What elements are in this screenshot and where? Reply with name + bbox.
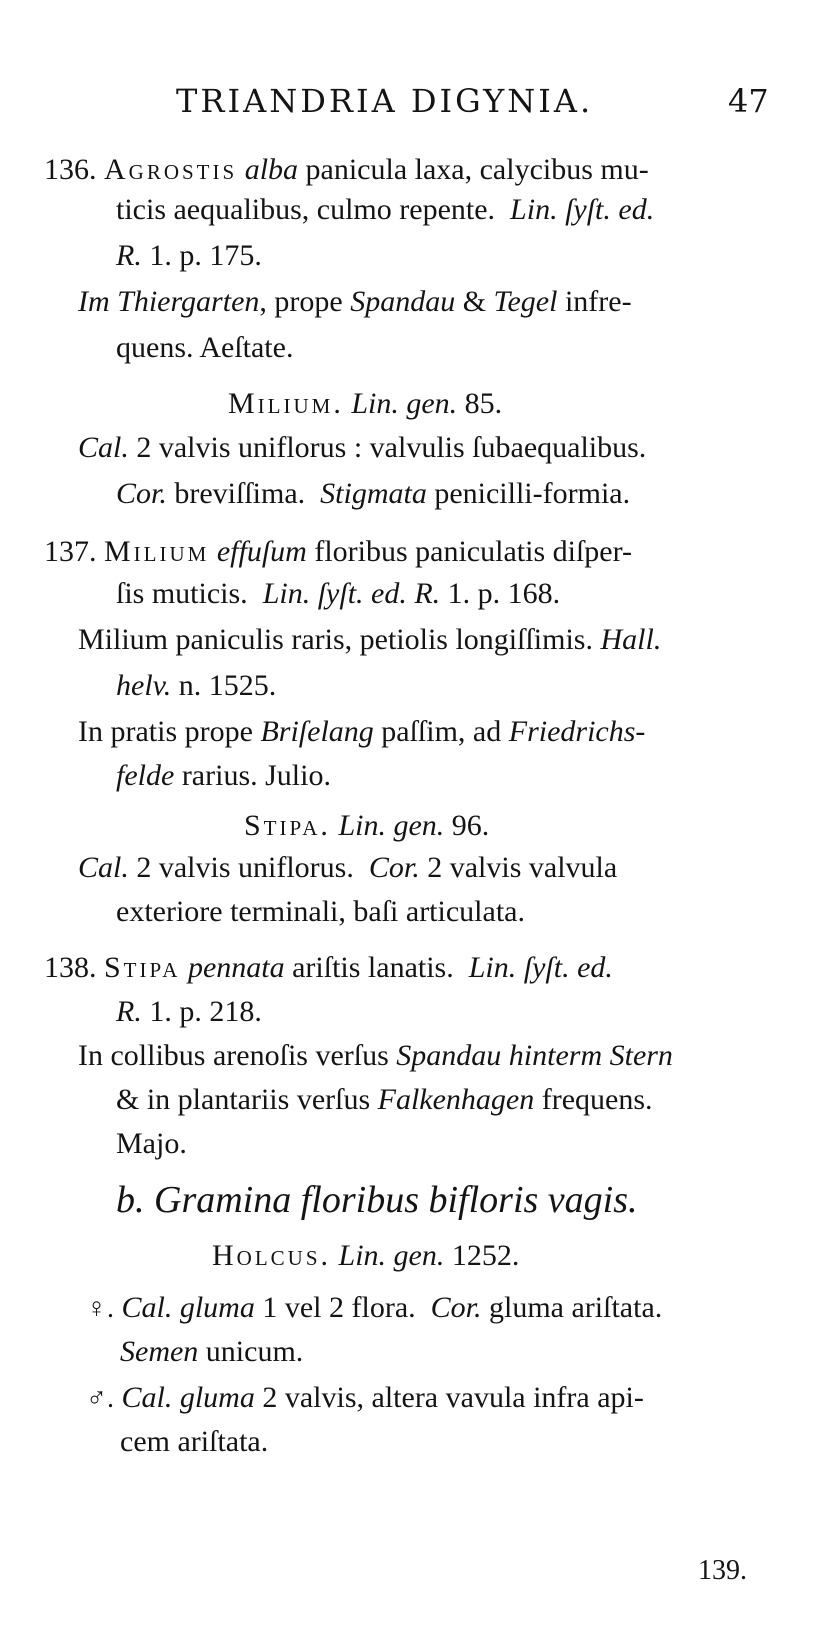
habitat-text: paſſim, ad — [381, 715, 502, 748]
reference-page: 1. p. 175. — [149, 239, 262, 272]
entry-137-line-2 — [116, 574, 560, 614]
habitat-text: In pratis prope — [78, 715, 253, 748]
calyx-label: Cal. gluma — [121, 1381, 255, 1414]
genus-description: exteriore terminali, baſi articulata. — [116, 895, 525, 928]
calyx-text: 1 vel 2 flora. — [262, 1291, 416, 1324]
entry-138-line-1 — [44, 948, 613, 988]
holcus-male-line-1 — [86, 1378, 644, 1419]
habitat-text: , prope — [259, 285, 343, 318]
reference: Lin. ſyſt. ed. — [468, 951, 613, 984]
corolla-text: breviſſima. — [174, 477, 306, 510]
reference: R. — [116, 995, 142, 1028]
entry-136-line-3 — [116, 236, 262, 276]
place-name: Briſelang — [260, 715, 374, 748]
habitat-text: rarius. Julio. — [181, 759, 331, 792]
milium-corolla — [116, 474, 630, 514]
stipa-line-2 — [116, 892, 525, 932]
calyx-text: 2 valvis uniflorus. — [136, 851, 354, 884]
running-head-title: TRIANDRIA DIGYNIA. — [176, 82, 594, 120]
corolla-label: Cor. — [368, 851, 420, 884]
entry-138-line-2 — [116, 992, 262, 1032]
page-number: 47 — [728, 82, 769, 120]
place-name: Tegel — [493, 285, 558, 318]
calyx-label: Cal. — [78, 431, 129, 464]
habitat-text: in plantariis verſus — [146, 1083, 371, 1116]
entry-138-habitat-2 — [116, 1080, 653, 1120]
synonym-number: n. 1525. — [178, 669, 277, 702]
reference-page: 1. p. 168. — [447, 577, 561, 610]
corolla-label: Cor. — [430, 1291, 482, 1324]
entry-137-synonym-1 — [78, 620, 661, 660]
genus-holcus-heading — [212, 1236, 519, 1276]
entry-number: 136. — [44, 153, 97, 186]
male-symbol-icon: ♂. — [86, 1383, 114, 1414]
diagnosis-text: ſis muticis. — [116, 577, 248, 610]
ampersand: & — [462, 285, 487, 318]
reference-number: 85. — [464, 387, 503, 420]
species-name: pennata — [187, 951, 285, 984]
ampersand: & — [116, 1083, 140, 1116]
place-name: Falkenhagen — [377, 1083, 535, 1116]
genus-stipa-heading — [244, 806, 489, 846]
genus-name: Agrostis — [104, 153, 238, 186]
entry-137-habitat-2 — [116, 756, 331, 796]
reference: Lin. ſyſt. ed. R. — [262, 577, 441, 610]
milium-calyx — [78, 428, 646, 468]
section-letter: b. — [116, 1179, 145, 1221]
holcus-female-line-1 — [86, 1288, 662, 1329]
habitat-text: frequens. — [541, 1083, 653, 1116]
stigma-label: Stigmata — [320, 477, 427, 510]
reference-page: 1. p. 218. — [149, 995, 262, 1028]
calyx-text: 2 valvis, altera vavula infra api- — [262, 1381, 644, 1414]
corolla-text: gluma ariſtata. — [489, 1291, 663, 1324]
female-symbol-icon: ♀. — [86, 1293, 114, 1324]
diagnosis-text: floribus paniculatis diſper- — [314, 535, 632, 568]
calyx-label: Cal. gluma — [121, 1291, 255, 1324]
reference: Lin. gen. — [338, 809, 445, 842]
signature-mark: 139. — [698, 1555, 747, 1586]
entry-number: 137. — [44, 535, 97, 568]
species-name: alba — [244, 153, 299, 186]
genus-name: Stipa — [104, 951, 181, 984]
reference: Lin. ſyſt. ed. — [510, 193, 655, 226]
section-title: Gramina floribus bifloris vagis. — [154, 1179, 638, 1221]
genus-name: Milium — [104, 535, 210, 568]
semen-label: Semen — [120, 1335, 199, 1368]
running-head — [0, 82, 830, 132]
genus-milium-heading — [228, 384, 502, 424]
entry-137-line-1 — [44, 532, 632, 572]
place-name: Friedrichs- — [508, 715, 646, 748]
holcus-female-line-2 — [120, 1332, 303, 1372]
entry-number: 138. — [44, 951, 97, 984]
habitat-text: Im — [78, 285, 110, 318]
calyx-label: Cal. — [78, 851, 129, 884]
reference: Lin. gen. — [338, 1239, 445, 1272]
synonym-text: Milium paniculis raris, petiolis longiſſimis. — [78, 623, 593, 656]
genus-name: Milium. — [228, 387, 344, 420]
corolla-label: Cor. — [116, 477, 167, 510]
entry-138-habitat-1 — [78, 1036, 673, 1076]
diagnosis-text: panicula laxa, calycibus mu- — [305, 153, 649, 186]
reference-number: 1252. — [451, 1239, 520, 1272]
reference: R. — [116, 239, 142, 272]
stipa-calyx — [78, 848, 617, 888]
stigma-text: penicilli-formia. — [434, 477, 631, 510]
genus-name: Holcus. — [212, 1239, 332, 1272]
entry-137-synonym-2 — [116, 666, 276, 706]
diagnosis-text: ticis aequalibus, culmo repente. — [116, 193, 496, 226]
place-name: Spandau hinterm Stern — [396, 1039, 673, 1072]
calyx-text: 2 valvis uniflorus : valvulis ſubaequalibus. — [136, 431, 647, 464]
diagnosis-text: ariſtis lanatis. — [292, 951, 454, 984]
place-name: Thiergarten — [117, 285, 260, 318]
habitat-text: quens. Aeſtate. — [116, 331, 294, 364]
holcus-male-line-2 — [120, 1422, 268, 1462]
habitat-text: In collibus arenoſis verſus — [78, 1039, 389, 1072]
entry-136-habitat-1 — [78, 282, 632, 322]
entry-136-line-2 — [116, 190, 654, 230]
reference: Lin. gen. — [351, 387, 458, 420]
place-name: felde — [116, 759, 175, 792]
entry-138-habitat-3 — [116, 1124, 187, 1164]
entry-136-line-1 — [44, 150, 649, 190]
semen-text: unicum. — [205, 1335, 304, 1368]
reference-number: 96. — [451, 809, 490, 842]
section-b-heading — [116, 1180, 638, 1220]
habitat-text: infre- — [564, 285, 632, 318]
synonym-work: helv. — [116, 669, 172, 702]
habitat-text: Majo. — [116, 1127, 187, 1160]
corolla-text: 2 valvis valvula — [427, 851, 618, 884]
synonym-author: Hall. — [600, 623, 662, 656]
entry-137-habitat-1 — [78, 712, 645, 752]
species-name: effuſum — [216, 535, 307, 568]
genus-name: Stipa. — [244, 809, 331, 842]
entry-136-habitat-2 — [116, 328, 293, 368]
place-name: Spandau — [350, 285, 456, 318]
calyx-text: cem ariſtata. — [120, 1425, 269, 1458]
